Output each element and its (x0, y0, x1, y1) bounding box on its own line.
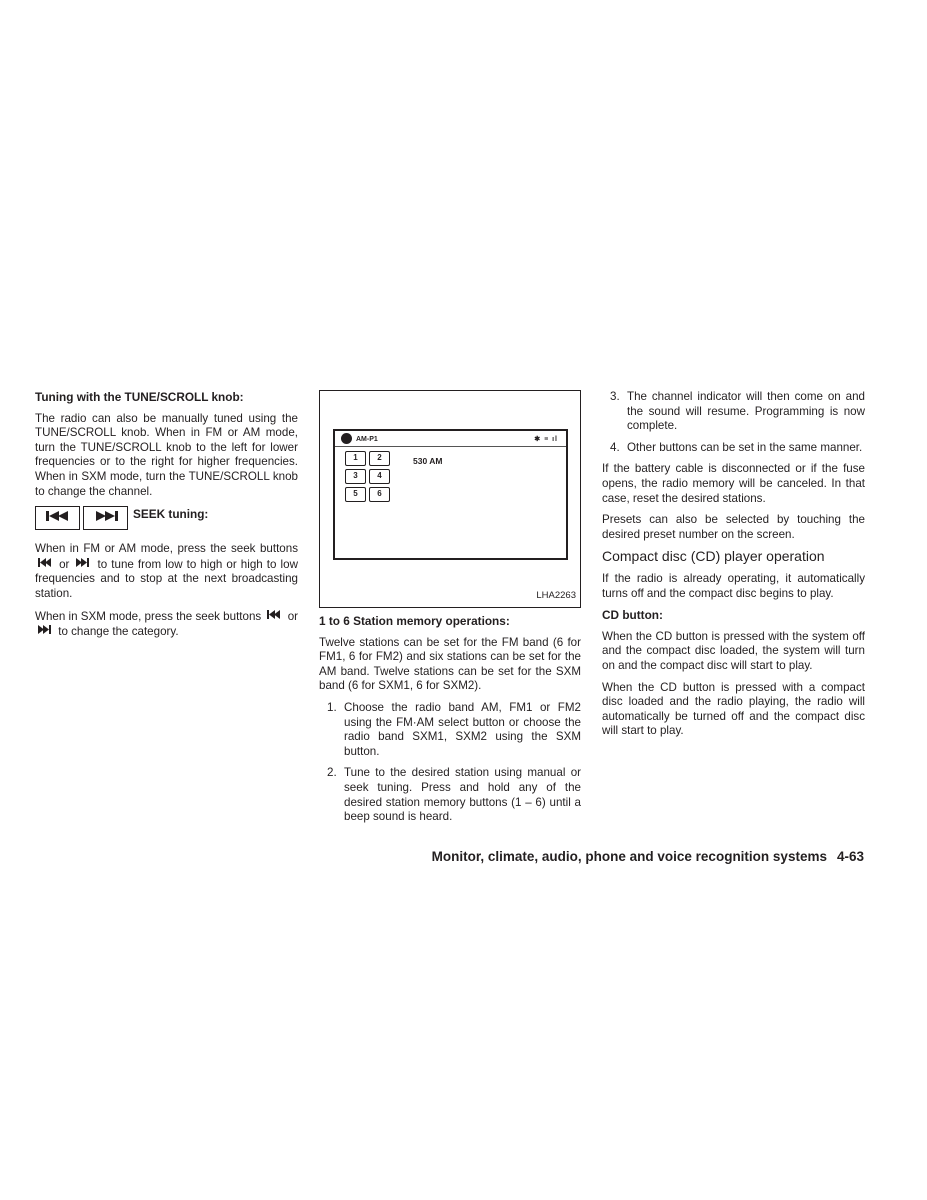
frequency-display: 530 AM (413, 456, 443, 466)
radio-screen-figure (319, 390, 581, 608)
preset-button-6: 6 (369, 487, 390, 502)
source-disc-icon (341, 433, 352, 444)
step-number: 1. (327, 700, 337, 714)
heading-cd-player: Compact disc (CD) player operation (602, 548, 825, 565)
band-indicator: AM-P1 (356, 436, 378, 443)
step-text: Other buttons can be set in the same manner. (627, 440, 863, 454)
memory-steps-list-continued (602, 390, 865, 455)
column-middle (319, 390, 581, 832)
text: When in FM or AM mode, press the seek buttons (35, 542, 298, 556)
seek-tuning-header (35, 506, 298, 530)
step-text: Tune to the desired station using manual or seek tuning. Press and hold any of the desired station memory buttons (1 – 6) until a beep sound is heard. (344, 766, 581, 824)
skip-back-icon (35, 557, 55, 572)
step-text: The channel indicator will then come on and the sound will resume. Programming is now complete. (627, 390, 865, 433)
memory-steps-list (319, 701, 581, 825)
column-left (35, 390, 298, 647)
preset-button-2: 2 (369, 451, 390, 466)
radio-screen (333, 429, 568, 560)
para-cd-1: If the radio is already operating, it automatically turns off and the compact disc begins to play. (602, 571, 865, 600)
skip-forward-icon (35, 624, 55, 639)
step-number: 2. (327, 766, 337, 780)
heading-tuning: Tuning with the TUNE/SCROLL knob: (35, 390, 244, 404)
preset-grid (345, 451, 390, 502)
preset-button-1: 1 (345, 451, 366, 466)
para-seek-sxm (35, 609, 298, 640)
list-item (602, 441, 865, 456)
para-seek-fm-am (35, 542, 298, 601)
list-item (602, 390, 865, 434)
step-number: 4. (610, 440, 620, 454)
column-right (602, 390, 865, 746)
preset-button-5: 5 (345, 487, 366, 502)
skip-forward-icon (73, 557, 93, 572)
step-number: 3. (610, 390, 620, 403)
text: When in SXM mode, press the seek buttons (35, 609, 262, 623)
para-memory: Twelve stations can be set for the FM band (6 for FM1, 6 for FM2) and six stations can be set for the AM band. Twelve stations can be set for the SXM band (6 for SXM1, 6 for SXM2). (319, 635, 581, 693)
para-cd-2: When the CD button is pressed with the system off and the compact disc loaded, the system will turn on and the compact disc will start to play. (602, 629, 865, 672)
figure-code: LHA2263 (536, 590, 576, 602)
preset-button-3: 3 (345, 469, 366, 484)
footer-title: Monitor, climate, audio, phone and voice recognition systems (431, 849, 827, 864)
list-item (319, 701, 581, 759)
step-text: Choose the radio band AM, FM1 or FM2 using the FM·AM select button or choose the radio band SXM1, SXM2 using the SXM button. (344, 700, 581, 758)
para-presets: Presets can also be selected by touching the desired preset number on the screen. (602, 513, 865, 541)
skip-forward-icon (93, 510, 119, 527)
seek-tuning-label: SEEK tuning: (133, 507, 209, 522)
heading-memory: 1 to 6 Station memory operations: (319, 614, 510, 628)
text: to tune from low to high or high to low frequencies and to stop at the next broadcasting station. (35, 557, 298, 600)
text: or (59, 557, 70, 571)
text: or (287, 609, 298, 623)
signal-status-icons: ✱ ≡ ıl (534, 436, 558, 443)
skip-back-icon (264, 609, 284, 624)
list-item (319, 766, 581, 824)
screen-status-bar (335, 431, 566, 447)
preset-button-4: 4 (369, 469, 390, 484)
para-battery: If the battery cable is disconnected or if the fuse opens, the radio memory will be canceled. In that case, reset the desired stations. (602, 462, 865, 505)
text: to change the category. (58, 625, 179, 639)
para-cd-3: When the CD button is pressed with a compact disc loaded and the radio playing, the radio will automatically be turned off and the compact disc will start to play. (602, 680, 865, 738)
seek-prev-button-illustration (35, 506, 80, 530)
para-tuning: The radio can also be manually tuned using the TUNE/SCROLL knob. When in FM or AM mode, turn the TUNE/SCROLL knob to the left for lower frequencies or to the right for higher frequencies. When in SXM mode, turn the TUNE/SCROLL knob to change the channel. (35, 411, 298, 498)
skip-back-icon (45, 510, 71, 527)
seek-next-button-illustration (83, 506, 128, 530)
heading-cd-button: CD button: (602, 608, 663, 623)
page-footer (432, 849, 864, 864)
page-number: 4-63 (836, 849, 864, 864)
